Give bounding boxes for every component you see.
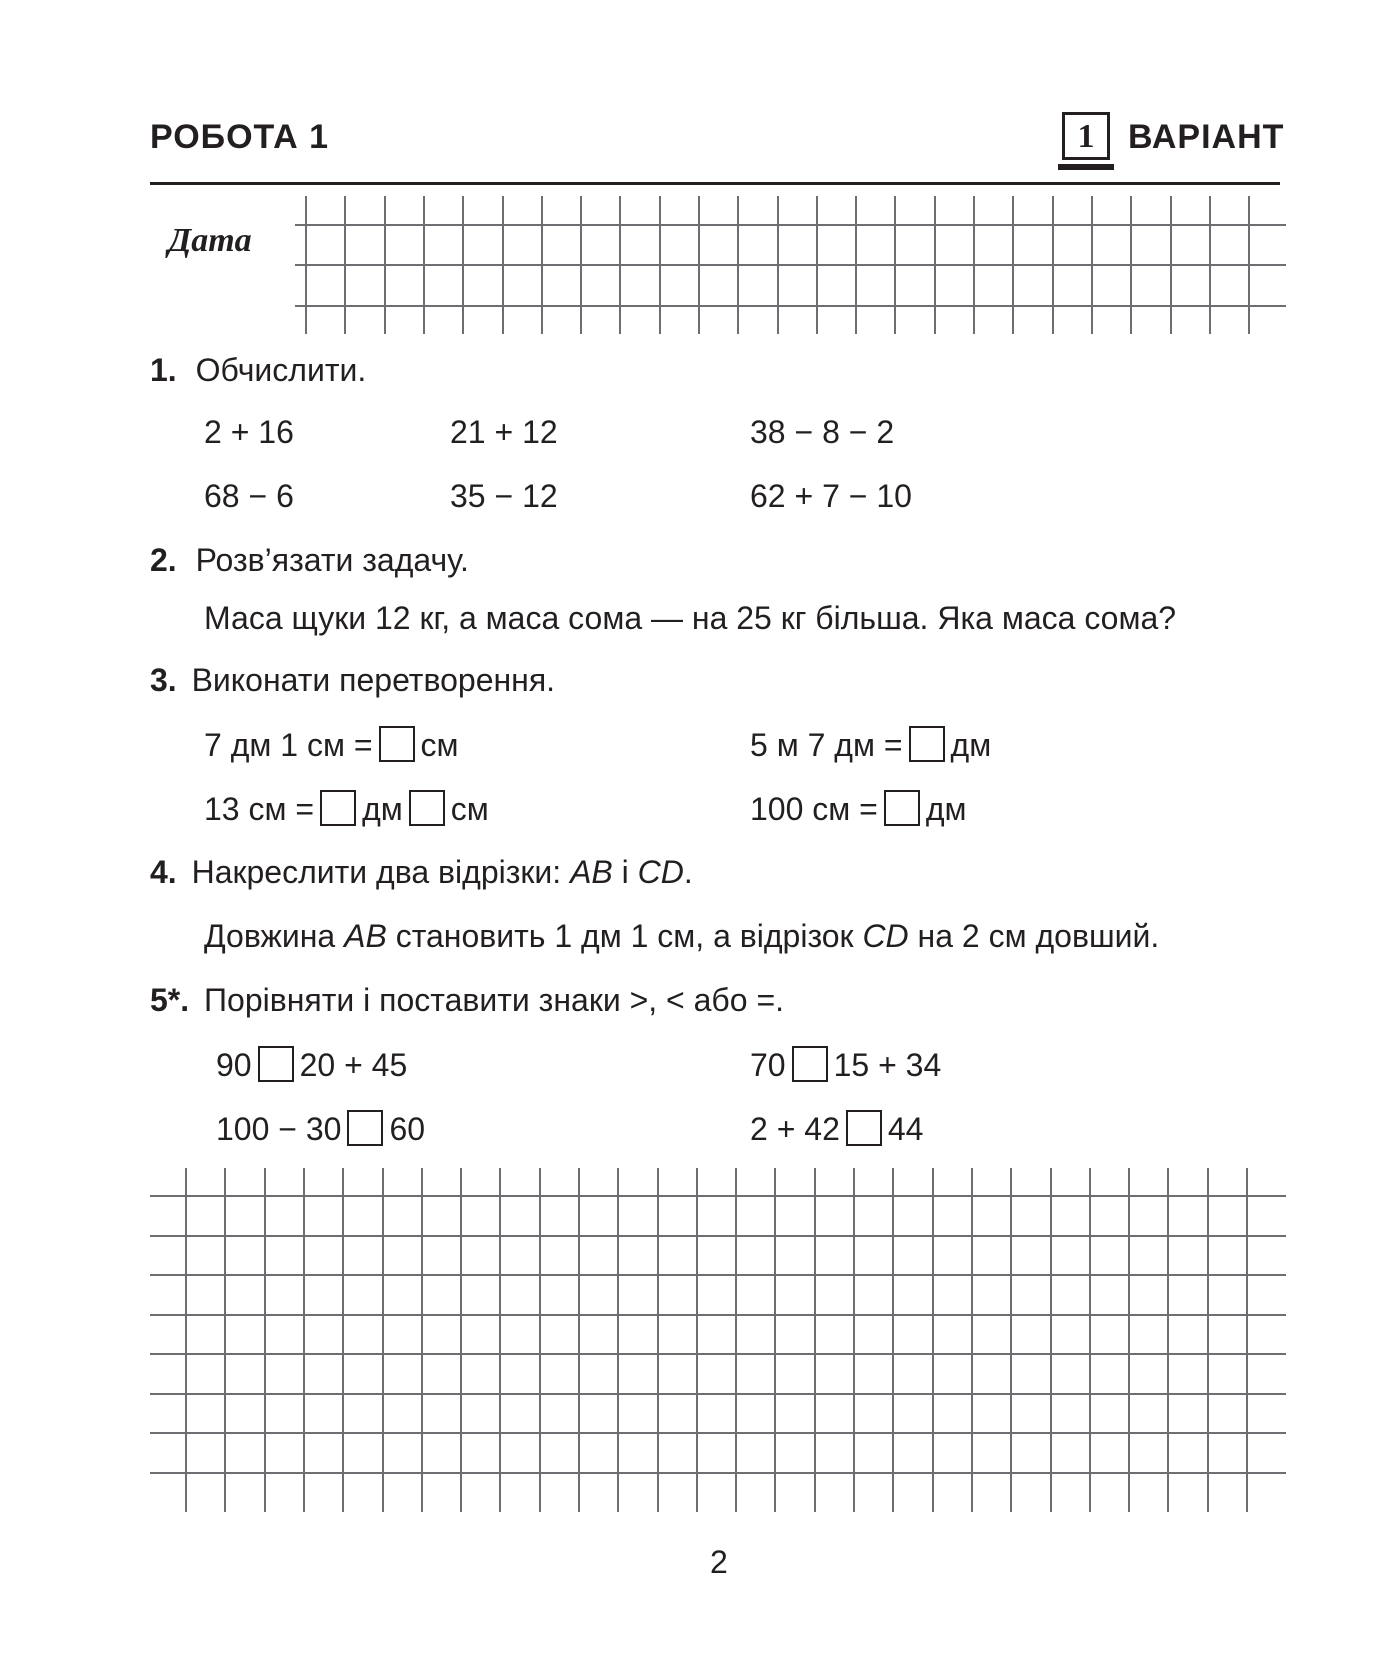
answer-box[interactable] (409, 790, 445, 826)
variant-number: 1 (1077, 118, 1095, 155)
comparison-right: 20 + 45 (299, 1047, 408, 1083)
expression: 68 − 6 (204, 478, 294, 514)
task-1-title: Обчислити. (195, 352, 367, 388)
sign-box[interactable] (846, 1110, 882, 1146)
variant-label: ВАРІАНТ (1128, 118, 1285, 156)
task-4-text: Довжина AB становить 1 дм 1 см, а відрізок CD на 2 см довший. (204, 918, 1160, 954)
task-4-heading (150, 854, 693, 891)
work-title: РОБОТА 1 (150, 118, 330, 156)
task-2-number: 2. (150, 542, 177, 578)
task-2-text: Маса щуки 12 кг, а маса сома — на 25 кг більша. Яка маса сома? (204, 600, 1177, 636)
task-1-heading (150, 352, 366, 389)
task-3-heading (150, 662, 555, 699)
comparison-left: 70 (750, 1047, 786, 1083)
task-3-number: 3. (150, 662, 177, 698)
sign-box[interactable] (258, 1046, 294, 1082)
answer-grid[interactable] (0, 1160, 1378, 1520)
sign-box[interactable] (792, 1046, 828, 1082)
date-grid[interactable] (0, 0, 1378, 360)
task-2-heading (150, 542, 469, 579)
comparison-left: 100 − 30 (216, 1111, 342, 1147)
unit: дм (362, 791, 403, 827)
conversion-expression: 100 см = (750, 791, 878, 827)
task-2-title: Розв’язати задачу. (195, 542, 469, 578)
conversion-item (750, 790, 967, 828)
conversion-item (204, 726, 459, 764)
comparison-item (750, 1046, 941, 1084)
comparison-right: 44 (887, 1111, 924, 1147)
task-5-heading (150, 982, 784, 1019)
task-1-number: 1. (150, 352, 177, 388)
answer-box[interactable] (909, 726, 945, 762)
expression: 35 − 12 (450, 478, 558, 514)
comparison-right: 15 + 34 (833, 1047, 942, 1083)
comparison-left: 2 + 42 (750, 1111, 840, 1147)
unit: см (420, 727, 459, 763)
conversion-item (204, 790, 489, 828)
answer-box[interactable] (884, 790, 920, 826)
date-label: Дата (168, 222, 252, 259)
unit: см (450, 791, 489, 827)
task-3-title: Виконати перетворення. (191, 662, 556, 698)
conversion-expression: 7 дм 1 см = (204, 727, 373, 763)
conversion-expression: 5 м 7 дм = (750, 727, 903, 763)
unit: дм (925, 791, 967, 827)
comparison-item (216, 1110, 425, 1148)
comparison-left: 90 (216, 1047, 252, 1083)
expression: 62 + 7 − 10 (750, 478, 912, 514)
conversion-item (750, 726, 991, 764)
comparison-right: 60 (389, 1111, 426, 1147)
answer-box[interactable] (379, 726, 415, 762)
answer-box[interactable] (320, 790, 356, 826)
task-4-title: Накреслити два відрізки: AB і CD. (191, 854, 693, 890)
task-5-title: Порівняти і поставити знаки >, < або =. (204, 982, 785, 1018)
task-5-number: 5*. (150, 982, 190, 1018)
conversion-expression: 13 см = (204, 791, 315, 827)
expression: 38 − 8 − 2 (750, 414, 895, 450)
task-4-number: 4. (150, 854, 177, 890)
comparison-item (750, 1110, 923, 1148)
page-number: 2 (710, 1544, 728, 1580)
comparison-item (216, 1046, 407, 1084)
expression: 2 + 16 (204, 414, 294, 450)
expression: 21 + 12 (450, 414, 558, 450)
unit: дм (950, 727, 992, 763)
sign-box[interactable] (347, 1110, 383, 1146)
